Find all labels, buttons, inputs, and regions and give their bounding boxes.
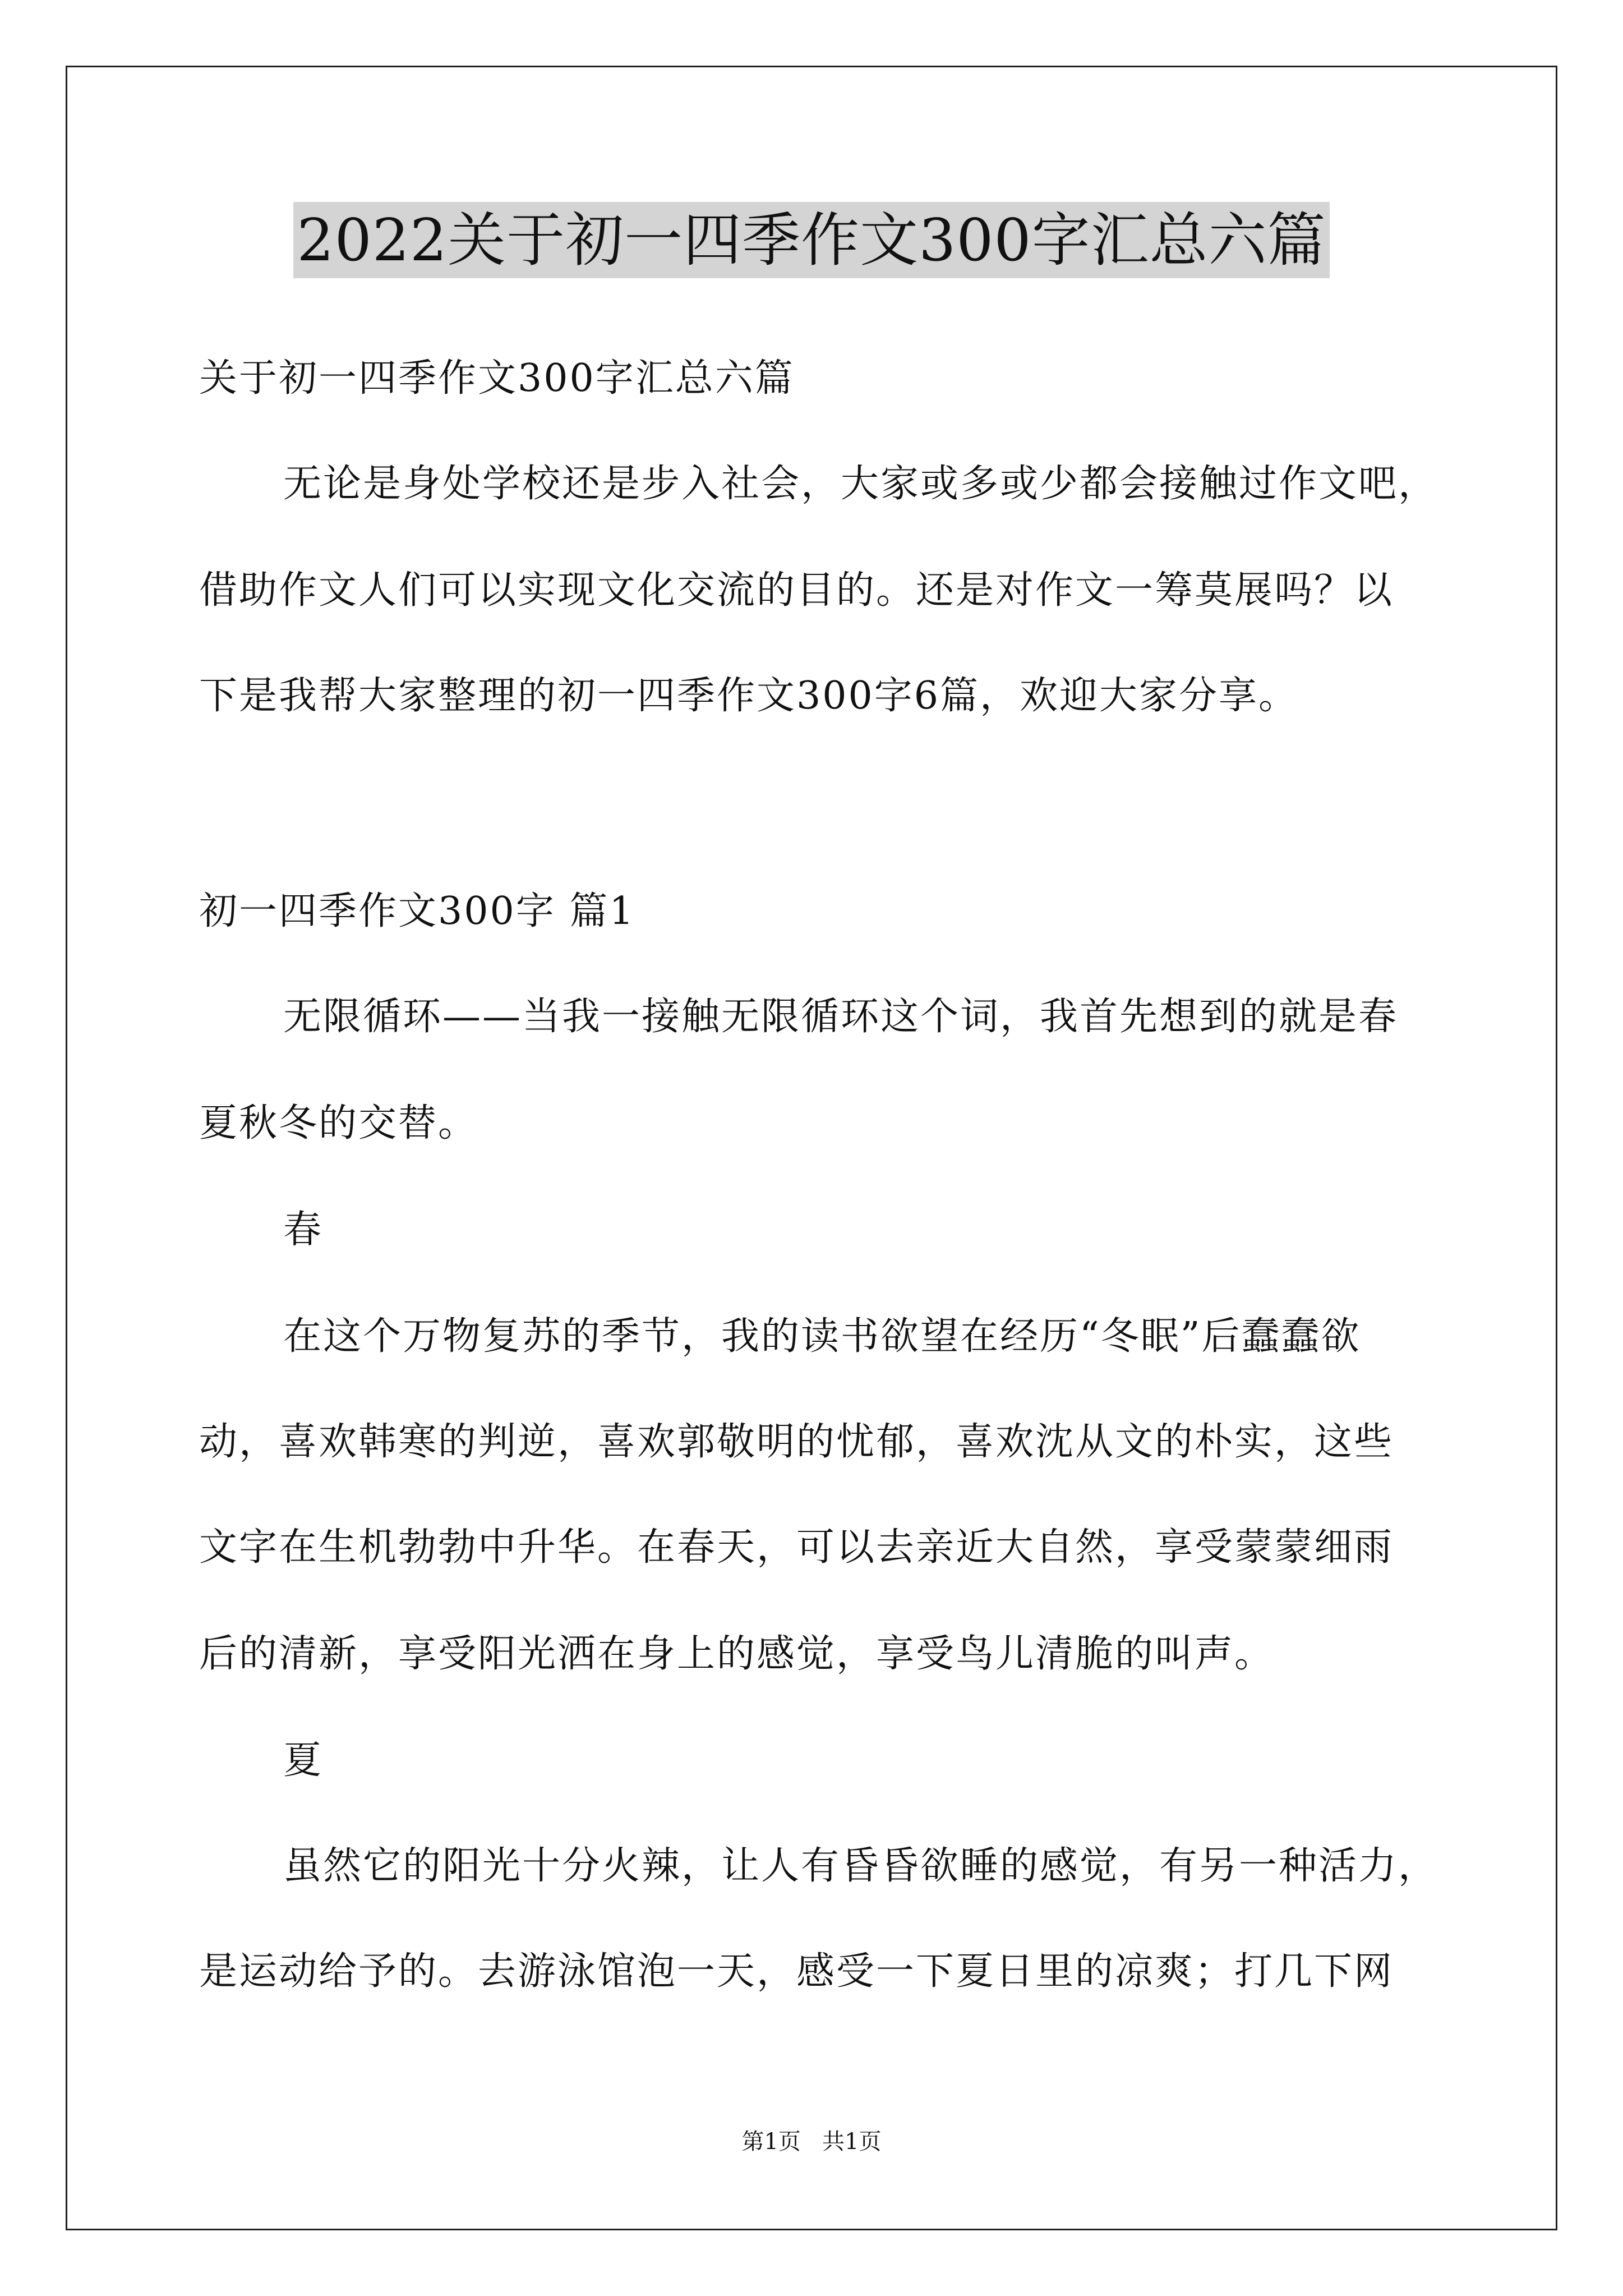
intro-line-1: 无论是身处学校还是步入社会，大家或多或少都会接触过作文吧， — [283, 462, 1438, 506]
spring-label: 春 — [283, 1208, 324, 1252]
intro-line-2: 借助作文人们可以实现文化交流的目的。还是对作文一筹莫展吗？以 — [199, 568, 1394, 613]
spring-line-2: 动，喜欢韩寒的判逆，喜欢郭敬明的忧郁，喜欢沈从文的朴实，这些 — [199, 1420, 1394, 1464]
spring-line-4: 后的清新，享受阳光洒在身上的感觉，享受鸟儿清脆的叫声。 — [199, 1632, 1275, 1676]
document-title: 2022关于初一四季作文300字汇总六篇 — [293, 202, 1329, 278]
summer-label: 夏 — [283, 1738, 324, 1783]
para1-line-1: 无限循环——当我一接触无限循环这个词，我首先想到的就是春 — [283, 995, 1399, 1039]
summer-line-1: 虽然它的阳光十分火辣，让人有昏昏欲睡的感觉，有另一种活力， — [283, 1844, 1438, 1888]
para1-line-2: 夏秋冬的交替。 — [199, 1101, 478, 1145]
spring-line-3: 文字在生机勃勃中升华。在春天，可以去亲近大自然，享受蒙蒙细雨 — [199, 1525, 1394, 1570]
summer-line-2: 是运动给予的。去游泳馆泡一天，感受一下夏日里的凉爽；打几下网 — [199, 1949, 1394, 1994]
spring-line-1: 在这个万物复苏的季节，我的读书欲望在经历“冬眠”后蠢蠢欲 — [283, 1314, 1361, 1359]
page-footer: 第1页 共1页 — [741, 2129, 882, 2155]
intro-line-3: 下是我帮大家整理的初一四季作文300字6篇，欢迎大家分享。 — [199, 674, 1299, 718]
title-container — [0, 202, 1623, 278]
document-subtitle: 关于初一四季作文300字汇总六篇 — [199, 356, 795, 401]
section-heading: 初一四季作文300字 篇1 — [199, 889, 635, 933]
